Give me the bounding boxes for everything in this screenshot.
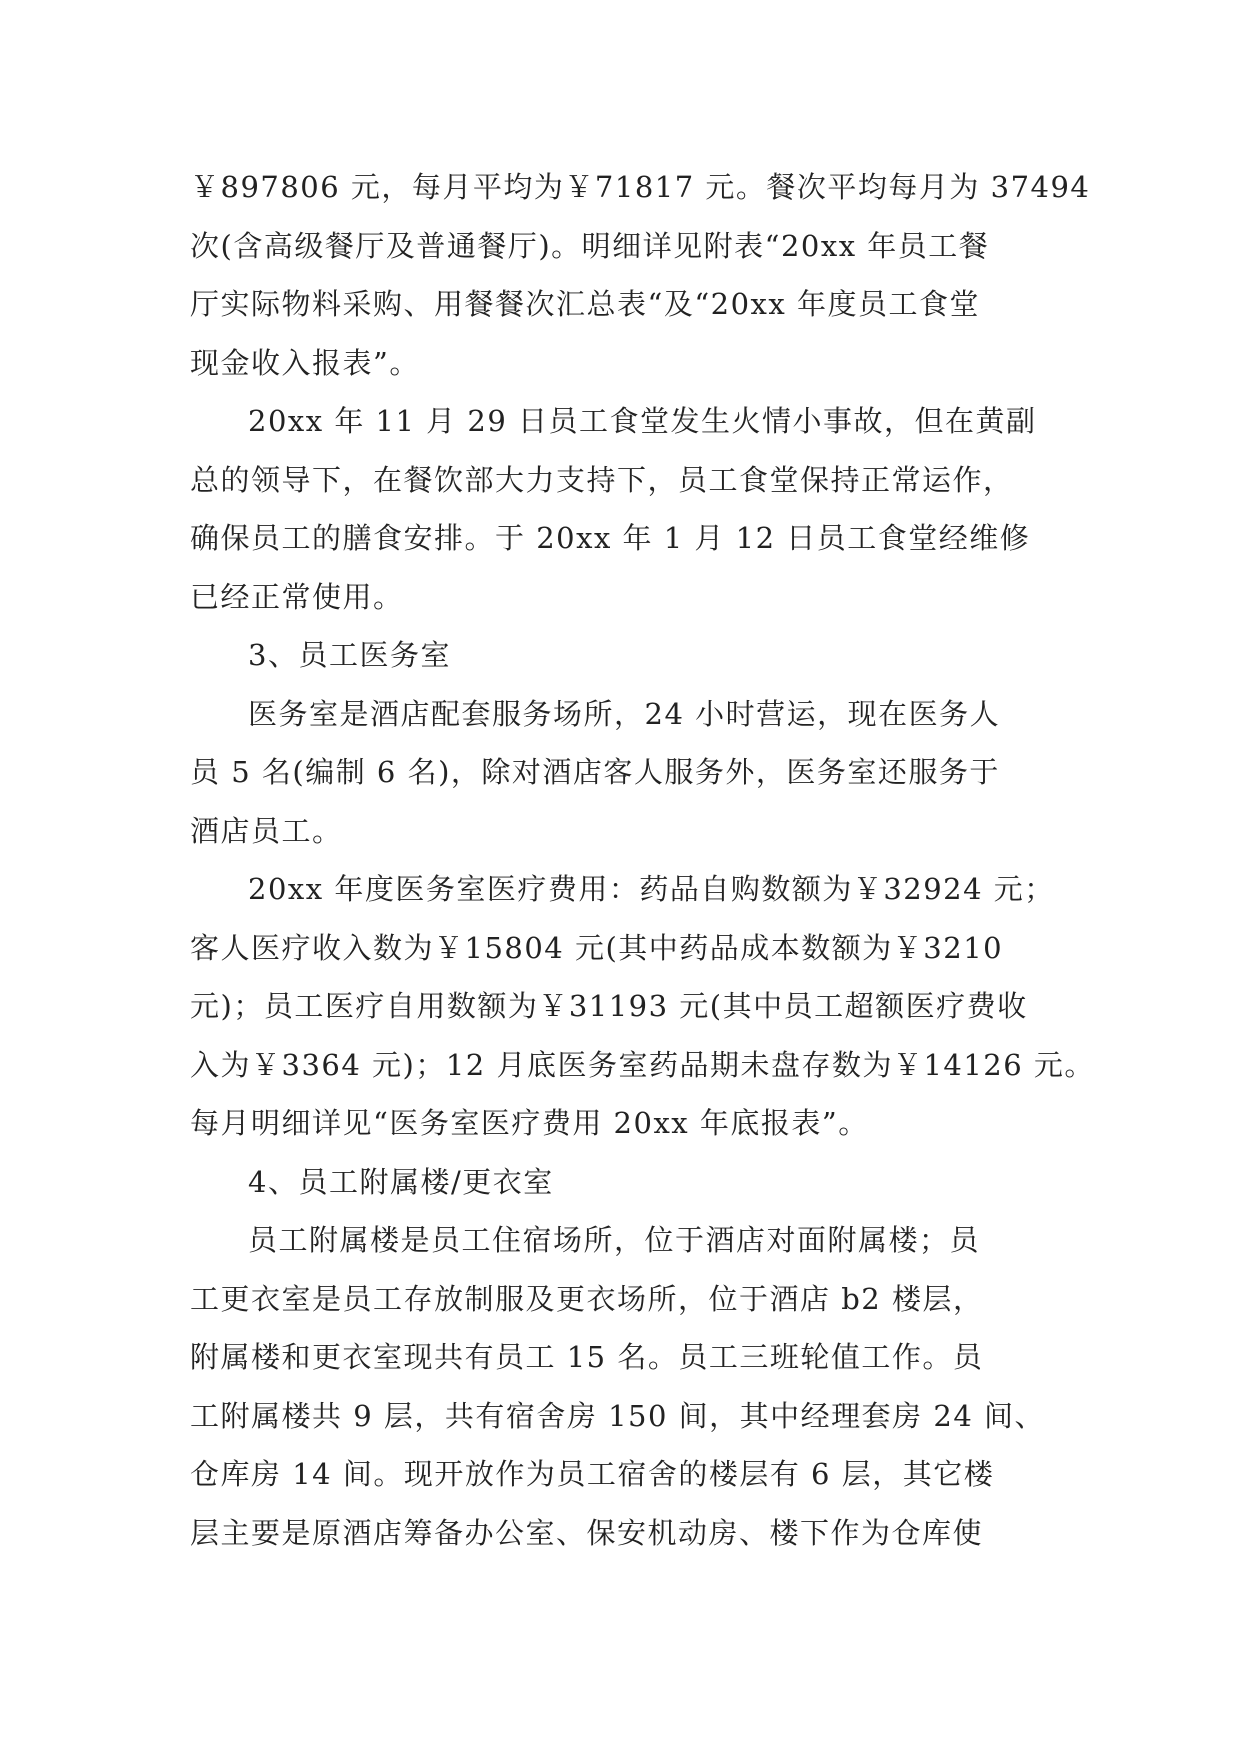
text-line: 厅实际物料采购、用餐餐次汇总表“及“20xx 年度员工食堂	[190, 287, 980, 321]
text-line: 工更衣室是员工存放制服及更衣场所，位于酒店 b2 楼层，	[190, 1281, 984, 1316]
text-line: 每月明细详见“医务室医疗费用 20xx 年底报表”。	[190, 1106, 869, 1140]
section-heading-clinic: 3、员工医务室	[248, 638, 451, 672]
text-line: 客人医疗收入数为￥15804 元(其中药品成本数额为￥3210	[190, 930, 1004, 965]
document-body	[190, 158, 1095, 1562]
paragraph-clinic-expenses	[190, 860, 1095, 1153]
text-line: 总的领导下，在餐饮部大力支持下，员工食堂保持正常运作，	[190, 462, 1014, 497]
paragraph-dormitory-overview	[190, 1211, 1070, 1562]
text-line: 20xx 年度医务室医疗费用：药品自购数额为￥32924 元；	[248, 872, 1055, 906]
text-line: 层主要是原酒店筹备办公室、保安机动房、楼下作为仓库使	[190, 1515, 984, 1550]
text-line: 元)；员工医疗自用数额为￥31193 元(其中员工超额医疗费收	[190, 989, 1028, 1023]
section-heading-dormitory: 4、员工附属楼/更衣室	[248, 1164, 554, 1199]
text-line: 次(含高级餐厅及普通餐厅)。明细详见附表“20xx 年员工餐	[190, 228, 990, 263]
text-line: 医务室是酒店配套服务场所，24 小时营运，现在医务人	[248, 696, 1001, 731]
text-line: 酒店员工。	[190, 813, 343, 848]
text-line: 工附属楼共 9 层，共有宿舍房 150 间，其中经理套房 24 间、	[190, 1398, 1046, 1433]
text-line: 入为￥3364 元)；12 月底医务室药品期未盘存数为￥14126 元。	[190, 1047, 1095, 1082]
paragraph-canteen-fire-incident	[190, 392, 1070, 626]
paragraph-canteen-costs	[190, 158, 1091, 392]
text-line: 员 5 名(编制 6 名)，除对酒店客人服务外，医务室还服务于	[190, 755, 1000, 789]
text-line: 附属楼和更衣室现共有员工 15 名。员工三班轮值工作。员	[190, 1340, 984, 1374]
text-line: 现金收入报表”。	[190, 345, 420, 380]
text-line: 确保员工的膳食安排。于 20xx 年 1 月 12 日员工食堂经维修	[190, 521, 1031, 555]
text-line: 已经正常使用。	[190, 579, 404, 614]
text-line: 20xx 年 11 月 29 日员工食堂发生火情小事故，但在黄副	[248, 404, 1037, 438]
text-line: 员工附属楼是员工住宿场所，位于酒店对面附属楼；员	[248, 1223, 981, 1257]
paragraph-clinic-overview	[190, 685, 1070, 861]
text-line: 仓库房 14 间。现开放作为员工宿舍的楼层有 6 层，其它楼	[190, 1457, 995, 1491]
text-line: ￥897806 元，每月平均为￥71817 元。餐次平均每月为 37494	[190, 170, 1091, 204]
